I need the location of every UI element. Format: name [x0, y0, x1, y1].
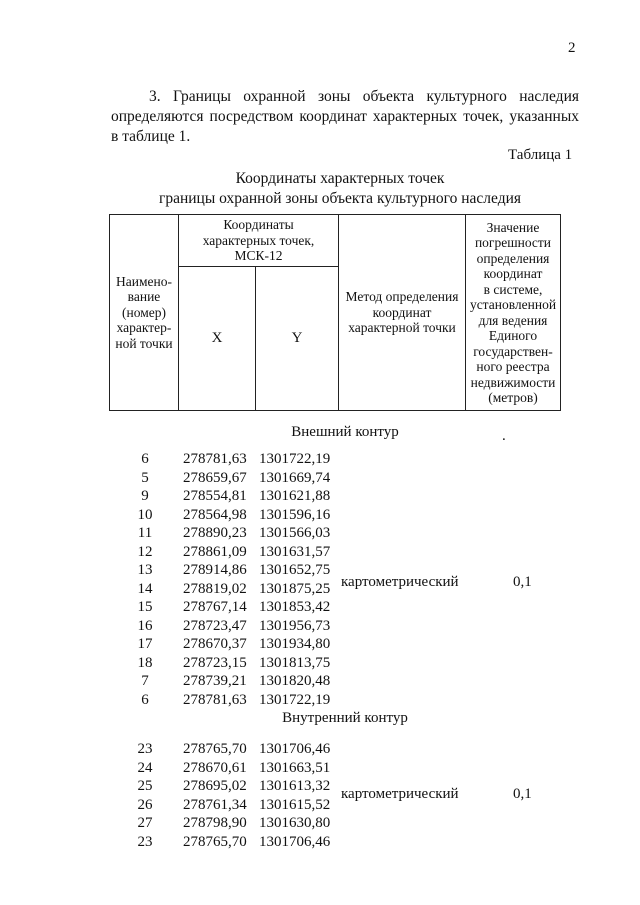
header-coords-line: Координаты	[223, 217, 294, 233]
point-number: 18	[137, 654, 153, 671]
header-name-line: характер-	[116, 320, 172, 336]
table-row	[0, 797, 640, 816]
table-row	[0, 636, 640, 655]
header-error-line: (метров)	[488, 390, 538, 405]
point-number: 27	[137, 815, 153, 831]
header-error-line: Значение	[486, 219, 540, 235]
y-value: 1301875,25	[259, 580, 331, 597]
y-value: 1301722,19	[259, 691, 331, 708]
header-method-line: координат	[372, 304, 432, 320]
table-row	[0, 451, 640, 470]
header-error-line: ного реестра	[476, 359, 550, 374]
x-value: 278670,61	[183, 759, 247, 776]
header-error-line: установленной	[469, 297, 557, 312]
table-caption-line-2: границы охранной зоны объекта культурного наследия	[158, 190, 522, 207]
x-value: 278798,90	[183, 815, 247, 831]
y-value: 1301663,51	[259, 759, 331, 776]
x-value: 278781,63	[183, 451, 247, 467]
intro-line-2: определяются посредством координат характерных точек, указанных	[111, 108, 579, 125]
x-value: 278723,47	[183, 617, 247, 634]
y-value: 1301596,16	[259, 506, 331, 523]
table-row	[0, 655, 640, 674]
outer-contour-title: Внешний контур	[291, 424, 399, 440]
x-value: 278670,37	[183, 636, 247, 652]
point-number: 16	[137, 617, 153, 634]
header-error-line: погрешности	[474, 235, 552, 250]
point-number: 15	[137, 599, 153, 615]
x-value: 278914,86	[183, 562, 247, 578]
table-row	[0, 673, 640, 692]
y-value: 1301813,75	[259, 654, 331, 671]
header-method-line: характерной точки	[348, 320, 456, 336]
point-number: 14	[137, 580, 153, 597]
y-value: 1301722,19	[259, 451, 331, 467]
y-value: 1301956,73	[259, 617, 331, 634]
x-value: 278819,02	[183, 580, 247, 597]
header-coords-line: МСК-12	[234, 248, 283, 264]
intro-line-3: в таблице 1.	[111, 128, 191, 145]
y-value: 1301631,57	[259, 543, 331, 560]
point-number: 25	[137, 778, 153, 794]
point-number: 6	[141, 451, 149, 467]
header-error-line: для ведения	[478, 312, 548, 328]
y-value: 1301853,42	[259, 599, 331, 615]
intro-paragraph	[111, 87, 579, 147]
y-value: 1301652,75	[259, 562, 331, 578]
table-row	[0, 599, 640, 618]
header-name-line: ной точки	[115, 335, 173, 351]
y-value: 1301706,46	[259, 833, 331, 850]
table-caption-line-1: Координаты характерных точек	[235, 170, 445, 187]
inner-contour-title: Внутренний контур	[282, 710, 408, 726]
y-value: 1301613,32	[259, 778, 331, 794]
point-number: 23	[137, 741, 153, 757]
point-number: 13	[137, 562, 153, 578]
x-value: 278564,98	[183, 506, 247, 523]
header-y: Y	[256, 267, 339, 411]
inner-rows	[0, 741, 640, 852]
table-row	[0, 760, 640, 779]
table-label: Таблица 1	[508, 147, 573, 163]
y-value: 1301621,88	[259, 488, 331, 504]
header-x: X	[179, 267, 256, 411]
point-number: 23	[137, 833, 153, 850]
point-number: 9	[141, 488, 149, 504]
table-row	[0, 470, 640, 489]
header-error-line: государствен-	[473, 343, 553, 359]
inner-error: 0,1	[513, 786, 532, 802]
table-row	[0, 488, 640, 507]
header-error-line: координат	[483, 266, 543, 281]
header-error-line: недвижимости	[470, 374, 556, 390]
table-header	[109, 214, 561, 411]
table-row	[0, 692, 640, 711]
y-value: 1301820,48	[259, 673, 331, 689]
outer-rows	[0, 451, 640, 710]
header-error-line: определения	[476, 250, 550, 266]
x-value: 278739,21	[183, 673, 247, 689]
x-value: 278765,70	[183, 741, 247, 757]
y-value: 1301669,74	[259, 469, 331, 486]
table-row	[0, 507, 640, 526]
header-name-line: Наимено-	[116, 273, 172, 289]
header-method	[339, 215, 466, 411]
x-value: 278890,23	[183, 525, 247, 541]
outer-method: картометрический	[341, 574, 459, 590]
header-error-line: в системе,	[483, 281, 543, 297]
header-point-name	[110, 215, 179, 411]
point-number: 26	[137, 796, 153, 813]
y-value: 1301615,52	[259, 796, 331, 813]
x-value: 278554,81	[183, 488, 247, 504]
table-row	[0, 562, 640, 581]
header-method-line: Метод определения	[345, 289, 459, 305]
header-name-line: (номер)	[122, 304, 166, 320]
stray-dot: .	[502, 428, 506, 444]
x-value: 278765,70	[183, 833, 247, 850]
table-row	[0, 525, 640, 544]
point-number: 6	[141, 691, 149, 708]
table-row	[0, 581, 640, 600]
point-number: 5	[141, 469, 149, 486]
header-coords-line: характерных точек,	[202, 232, 315, 248]
x-value: 278767,14	[183, 599, 247, 615]
header-error-line: Единого	[488, 328, 538, 343]
table-row	[0, 741, 640, 760]
x-value: 278761,34	[183, 796, 247, 813]
outer-error: 0,1	[513, 574, 532, 590]
x-value: 278723,15	[183, 654, 247, 671]
header-coordinates	[179, 215, 339, 267]
point-number: 24	[137, 759, 153, 776]
y-value: 1301630,80	[259, 815, 331, 831]
x-value: 278781,63	[183, 691, 247, 708]
table-row	[0, 778, 640, 797]
x-value: 278861,09	[183, 543, 247, 560]
header-name-line: вание	[127, 289, 161, 305]
y-value: 1301566,03	[259, 525, 331, 541]
header-error	[466, 215, 561, 411]
point-number: 11	[137, 525, 153, 541]
inner-method: картометрический	[341, 786, 459, 802]
y-value: 1301706,46	[259, 741, 331, 757]
x-value: 278659,67	[183, 469, 247, 486]
page-number: 2	[568, 40, 576, 56]
x-value: 278695,02	[183, 778, 247, 794]
table-row	[0, 618, 640, 637]
point-number: 7	[141, 673, 149, 689]
table-row	[0, 544, 640, 563]
point-number: 10	[137, 506, 153, 523]
point-number: 17	[137, 636, 153, 652]
point-number: 12	[137, 543, 153, 560]
intro-line-1: 3. Границы охранной зоны объекта культурного наследия	[149, 88, 579, 105]
table-row	[0, 815, 640, 834]
table-row	[0, 834, 640, 853]
y-value: 1301934,80	[259, 636, 331, 652]
